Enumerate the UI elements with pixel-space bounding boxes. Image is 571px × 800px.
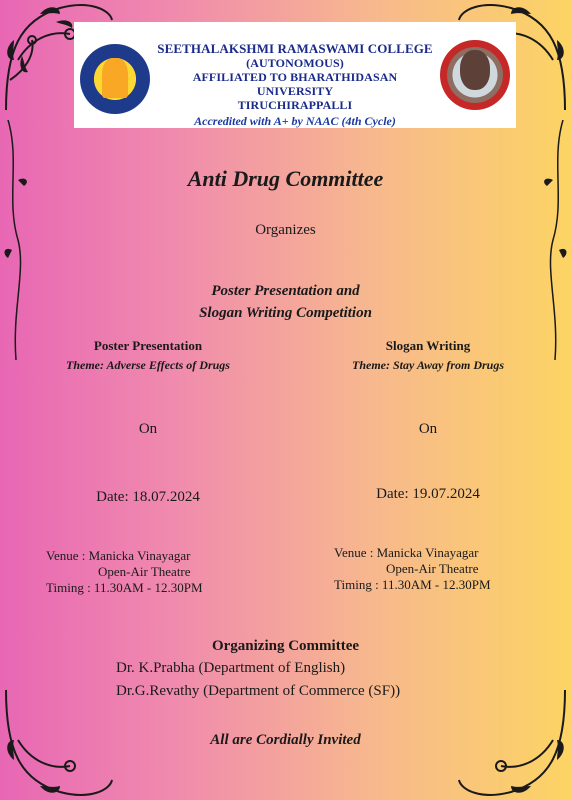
- organizes-text: Organizes: [255, 222, 316, 238]
- event-title-line1: Poster Presentation and: [211, 283, 360, 299]
- side-vine-right: [539, 120, 569, 360]
- page-title: Anti Drug Committee: [187, 166, 384, 191]
- poster-heading: Poster Presentation: [93, 338, 203, 353]
- slogan-venue-line1: Venue : Manicka Vinayagar: [334, 545, 479, 560]
- college-logo: [80, 44, 150, 114]
- slogan-venue: [334, 545, 491, 593]
- college-status: (AUTONOMOUS): [246, 56, 344, 70]
- poster-on-text: On: [138, 421, 158, 437]
- invitation-text: All are Cordially Invited: [210, 732, 361, 748]
- college-header-text: [154, 42, 436, 129]
- slogan-heading: Slogan Writing: [385, 338, 471, 353]
- slogan-timing: Timing : 11.30AM - 12.30PM: [334, 577, 491, 592]
- committee-member: Dr.G.Revathy (Department of Commerce (SF)): [116, 683, 401, 699]
- committee-member: Dr. K.Prabha (Department of English): [116, 660, 346, 676]
- founder-portrait-emblem: [440, 40, 510, 110]
- college-city: TIRUCHIRAPPALLI: [237, 98, 353, 112]
- poster-theme: Theme: Adverse Effects of Drugs: [66, 358, 230, 372]
- college-affiliation: AFFILIATED TO BHARATHIDASAN UNIVERSITY: [192, 70, 398, 98]
- event-title-line2: Slogan Writing Competition: [199, 305, 372, 321]
- slogan-on-text: On: [418, 421, 438, 437]
- event-title: [0, 280, 571, 324]
- slogan-date: Date: 19.07.2024: [376, 486, 480, 502]
- poster-venue: [46, 548, 203, 596]
- slogan-venue-line2: Open-Air Theatre: [386, 561, 479, 576]
- slogan-theme: Theme: Stay Away from Drugs: [352, 358, 504, 372]
- college-header-banner: [74, 22, 516, 128]
- poster-date: Date: 18.07.2024: [96, 489, 200, 505]
- poster-venue-line1: Venue : Manicka Vinayagar: [46, 548, 191, 563]
- side-vine-left: [2, 120, 32, 360]
- college-accreditation: Accredited with A+ by NAAC (4th Cycle): [194, 114, 396, 128]
- college-name: SEETHALAKSHMI RAMASWAMI COLLEGE: [157, 41, 433, 56]
- poster-timing: Timing : 11.30AM - 12.30PM: [46, 580, 203, 595]
- poster-venue-line2: Open-Air Theatre: [98, 564, 191, 579]
- committee-heading: Organizing Committee: [211, 638, 360, 654]
